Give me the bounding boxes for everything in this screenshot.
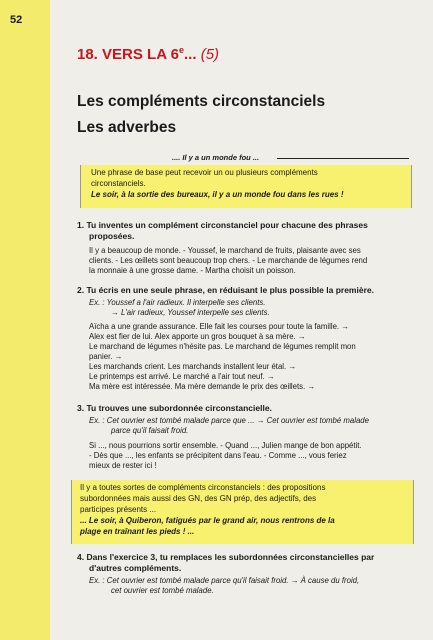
banner-text: .... Il y a un monde fou ... [172,153,260,162]
heading-complements: Les compléments circonstanciels [77,93,326,110]
exercise-4-title-line: 4. Dans l'exercice 3, tu remplaces les subordonnées circonstancielles par [77,552,375,562]
summary-box [71,480,414,544]
rule-example: Le soir, à la sortie des bureaux, il y a un monde fou dans les rues ! [91,190,344,199]
exercise-1-title-line: 1. Tu inventes un complément circonstanciel pour chacune des phrases [77,220,368,230]
section-title [77,45,219,63]
exercise-2-example-line: Ex. : Youssef a l'air radieux. Il interpelle ses clients. [89,298,266,307]
summary-example: plage en traînant les pieds ! ... [80,527,195,536]
exercise-3-line: mieux de rester ici ! [89,461,157,470]
exercise-4-example-line: cet ouvrier est tombé malade. [111,586,214,595]
exercise-1-title-line: proposées. [89,231,135,241]
section-title-sup: e [179,45,185,55]
page-number: 52 [10,14,23,26]
exercise-3-line: Si ..., nous pourrions sortir ensemble. - Quand ..., Julien mange de bon appétit. [89,441,362,450]
exercise-4-title [77,552,415,574]
exercise-2-body [89,322,356,392]
summary-example: ... Le soir, à Quiberon, fatigués par le grand air, nous rentrons de la [80,516,335,525]
exercise-1-title [77,220,415,242]
exercise-2-line: Ma mère est intéressée. Ma mère demande le prix des œillets. → [89,382,316,391]
exercise-2-title [77,285,415,296]
summary-line: subordonnées mais aussi des GN, des GN prép, des adjectifs, des [80,494,317,503]
exercise-3-example [89,416,369,436]
exercise-3-line: - Dès que ..., les enfants se précipitent dans l'eau. - Comme ..., vous feriez [89,451,347,460]
exercise-2-example-line: → L'air radieux, Youssef interpelle ses clients. [111,308,270,317]
section-title-paren: (5) [200,46,220,63]
section-number: 18. [77,46,98,63]
exercise-3-body [89,441,362,471]
rule-line: Une phrase de base peut recevoir un ou plusieurs compléments [91,168,318,177]
exercise-3-example-line: parce qu'il faisait froid. [111,426,189,435]
exercise-1-body [89,246,367,276]
exercise-1-line: la monnaie à une grosse dame. - Martha choisit un poisson. [89,266,296,275]
summary-line: Il y a toutes sortes de compléments circonstanciels : des propositions [80,483,326,492]
exercise-1-line: clients. - Les œillets sont beaucoup trop chers. - Le marchande de légumes rend [89,256,368,265]
exercise-2-line: Les marchands crient. Les marchands installent leur étal. → [89,362,297,371]
exercise-2-example [89,298,270,318]
exercise-2-line: Aïcha a une grande assurance. Elle fait les courses pour toute la famille. → [89,322,350,331]
exercise-3-example-line: Ex. : Cet ouvrier est tombé malade parce que ... → Cet ouvrier est tombé malade [89,416,369,425]
banner-rule [277,158,409,159]
section-title-tail: ... [184,46,197,63]
heading-adverbes: Les adverbes [77,119,177,136]
exercise-3-title [77,403,415,414]
section-title-main: VERS LA 6 [102,46,179,63]
exercise-3-title-line: 3. Tu trouves une subordonnée circonstancielle. [77,403,272,413]
rule-line: circonstanciels. [91,179,146,188]
summary-line: participes présents ... [80,505,157,514]
exercise-1-line: Il y a beaucoup de monde. - Youssef, le marchand de fruits, plaisante avec ses [89,246,361,255]
exercise-2-title-line: 2. Tu écris en une seule phrase, en réduisant le plus possible la première. [77,285,374,295]
exercise-4-example-line: Ex. : Cet ouvrier est tombé malade parce qu'il faisait froid. → À cause du froid, [89,576,360,585]
rule-box [80,165,412,208]
exercise-2-line: Le printemps est arrivé. Le marché a l'air tout neuf. → [89,372,275,381]
margin-strip [0,0,50,640]
exercise-2-line: Le marchand de légumes n'hésite pas. Le marchand de légumes remplit mon [89,342,356,351]
exercise-4-example [89,576,359,596]
exercise-2-line: panier. → [89,352,123,361]
exercise-4-title-line: d'autres compléments. [89,563,182,573]
exercise-2-line: Alex est fier de lui. Alex apporte un gros bouquet à sa mère. → [89,332,306,341]
